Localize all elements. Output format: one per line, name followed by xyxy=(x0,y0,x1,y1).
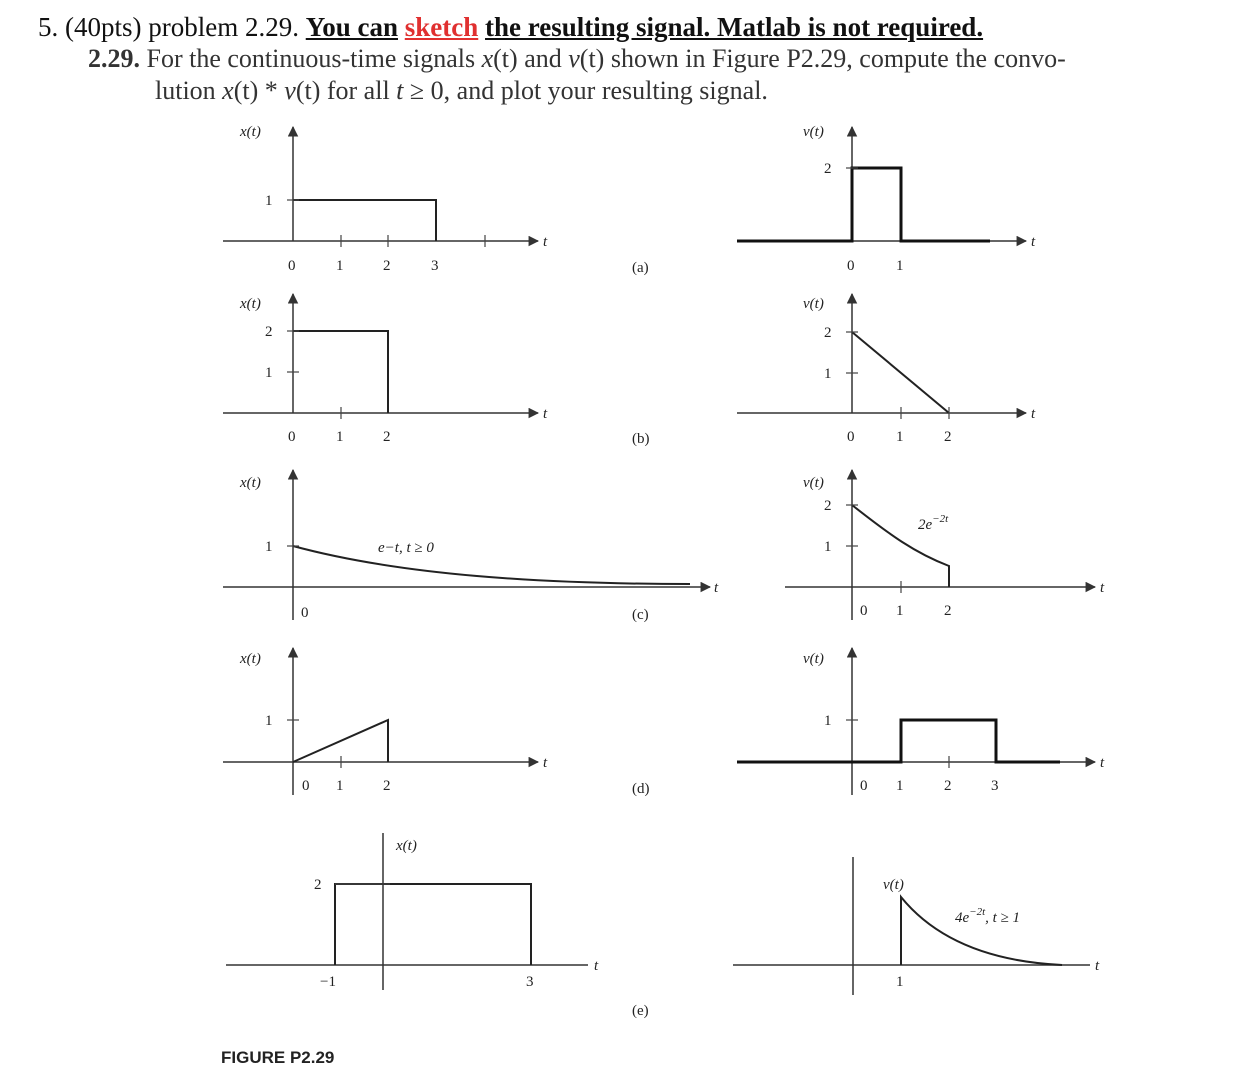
y-axis-label: v(t) xyxy=(803,475,824,491)
t-axis-label: t xyxy=(594,958,599,974)
problem-points: (40pts) xyxy=(65,12,142,42)
symbol-v: v xyxy=(568,44,580,73)
y-axis-label: v(t) xyxy=(883,877,904,893)
y-tick-label: 2 xyxy=(824,498,832,514)
y-tick-label: 1 xyxy=(265,713,273,729)
signal-curve xyxy=(293,720,388,762)
formula-base: 4e xyxy=(955,910,970,926)
problem-statement-line xyxy=(38,12,983,43)
y-axis-label: x(t) xyxy=(240,651,261,667)
signal-curve xyxy=(293,331,388,413)
note-rest: the resulting signal. Matlab is not required. xyxy=(485,12,984,42)
formula-exponent: −2t xyxy=(969,906,986,918)
part-label: (a) xyxy=(632,260,649,276)
t-axis-label: t xyxy=(543,234,548,250)
t-tick-label: 0 xyxy=(847,429,855,445)
y-tick-label: 2 xyxy=(265,324,273,340)
symbol-arg: (t) xyxy=(493,44,518,73)
textbook-text: lution xyxy=(155,76,223,105)
t-axis-label: t xyxy=(543,406,548,422)
t-tick-label: 0 xyxy=(860,778,868,794)
y-tick-label: 1 xyxy=(824,713,832,729)
textbook-problem-line-1 xyxy=(88,44,1066,74)
note-you-can: You can xyxy=(305,12,399,42)
t-axis-label: t xyxy=(1095,958,1100,974)
x-plot-c xyxy=(223,470,719,621)
symbol-arg: (t) xyxy=(295,76,321,105)
y-tick-label: 1 xyxy=(824,539,832,555)
t-tick-label: 1 xyxy=(336,258,344,274)
part-e xyxy=(226,833,1100,1019)
v-plot-b xyxy=(737,294,1036,445)
x-plot-e xyxy=(226,833,599,990)
t-tick-label: 2 xyxy=(383,258,391,274)
textbook-problem-number: 2.29. xyxy=(88,44,140,73)
figure-caption: FIGURE P2.29 xyxy=(221,1048,335,1067)
t-tick-label: 0 xyxy=(288,258,296,274)
note-sketch: sketch xyxy=(404,12,479,42)
signal-curve xyxy=(737,720,1060,762)
symbol-x: x xyxy=(481,44,494,73)
t-tick-label: 0 xyxy=(847,258,855,274)
formula-label xyxy=(918,513,949,533)
t-axis-label: t xyxy=(1031,234,1036,250)
v-plot-a xyxy=(737,124,1036,274)
symbol-x: x xyxy=(222,76,234,105)
t-tick-label: 3 xyxy=(431,258,439,274)
y-axis-label: x(t) xyxy=(240,124,261,140)
t-tick-label: 2 xyxy=(944,778,952,794)
y-tick-label: 1 xyxy=(824,366,832,382)
part-a xyxy=(223,124,1036,276)
symbol-v: v xyxy=(284,76,296,105)
t-tick-label: 1 xyxy=(896,258,904,274)
part-d xyxy=(223,648,1105,797)
symbol-t: t xyxy=(396,76,404,105)
formula-label: e−t, t ≥ 0 xyxy=(378,540,434,556)
t-tick-label: 3 xyxy=(991,778,999,794)
part-c xyxy=(223,470,1105,623)
formula-exponent: −2t xyxy=(932,513,949,525)
part-label: (b) xyxy=(632,431,650,447)
y-axis-label: x(t) xyxy=(240,296,261,312)
y-tick-label: 1 xyxy=(265,193,273,209)
y-axis-label: x(t) xyxy=(396,838,417,854)
t-tick-label: 2 xyxy=(383,778,391,794)
symbol-arg: (t) xyxy=(233,76,259,105)
y-axis-label: v(t) xyxy=(803,651,824,667)
t-tick-label: 1 xyxy=(896,974,904,990)
y-axis-label: v(t) xyxy=(803,124,824,140)
t-tick-label: 0 xyxy=(288,429,296,445)
part-b xyxy=(223,294,1036,447)
textbook-text: For the continuous-time signals xyxy=(146,44,482,73)
part-label: (d) xyxy=(632,781,650,797)
y-tick-label: 2 xyxy=(314,877,322,893)
x-plot-b xyxy=(223,294,548,445)
t-axis-label: t xyxy=(1031,406,1036,422)
t-tick-label: −1 xyxy=(320,974,336,990)
x-plot-d xyxy=(223,648,548,795)
textbook-problem-line-2 xyxy=(155,76,768,106)
t-tick-label: 3 xyxy=(526,974,534,990)
formula-base: 2e xyxy=(918,517,933,533)
signal-curve xyxy=(293,546,690,584)
problem-header xyxy=(0,0,1250,110)
x-plot-a xyxy=(223,124,548,274)
signal-curve xyxy=(737,168,990,241)
v-plot-e xyxy=(733,857,1100,995)
figure-p2-29 xyxy=(0,110,1250,1074)
t-tick-label: 2 xyxy=(383,429,391,445)
t-tick-label: 0 xyxy=(301,605,309,621)
textbook-text: * xyxy=(258,76,285,105)
y-tick-label: 1 xyxy=(265,365,273,381)
t-tick-label: 1 xyxy=(896,603,904,619)
signal-curve xyxy=(852,332,949,413)
t-tick-label: 1 xyxy=(336,429,344,445)
signal-curve xyxy=(293,200,436,241)
textbook-text: for all xyxy=(320,76,397,105)
t-tick-label: 0 xyxy=(860,603,868,619)
formula-tail: , t ≥ 1 xyxy=(985,910,1021,926)
t-tick-label: 1 xyxy=(896,429,904,445)
t-axis-label: t xyxy=(1100,755,1105,771)
textbook-text: ≥ 0, and plot your resulting signal. xyxy=(403,76,768,105)
v-plot-c xyxy=(785,470,1105,620)
t-axis-label: t xyxy=(714,580,719,596)
t-axis-label: t xyxy=(543,755,548,771)
formula-label xyxy=(955,906,1020,926)
v-plot-d xyxy=(737,648,1105,795)
y-axis-label: v(t) xyxy=(803,296,824,312)
problem-reference: problem 2.29. xyxy=(148,12,299,42)
part-label: (e) xyxy=(632,1003,649,1019)
t-tick-label: 1 xyxy=(336,778,344,794)
part-label: (c) xyxy=(632,607,649,623)
signal-curve xyxy=(335,884,531,965)
problem-number: 5. xyxy=(38,12,59,42)
y-axis-label: x(t) xyxy=(240,475,261,491)
textbook-text: shown in Figure P2.29, compute the convo- xyxy=(604,44,1066,73)
y-tick-label: 2 xyxy=(824,161,832,177)
textbook-text: and xyxy=(517,44,569,73)
t-axis-label: t xyxy=(1100,580,1105,596)
t-tick-label: 2 xyxy=(944,603,952,619)
y-tick-label: 2 xyxy=(824,325,832,341)
y-tick-label: 1 xyxy=(265,539,273,555)
t-tick-label: 1 xyxy=(896,778,904,794)
t-tick-label: 0 xyxy=(302,778,310,794)
symbol-arg: (t) xyxy=(579,44,605,73)
t-tick-label: 2 xyxy=(944,429,952,445)
